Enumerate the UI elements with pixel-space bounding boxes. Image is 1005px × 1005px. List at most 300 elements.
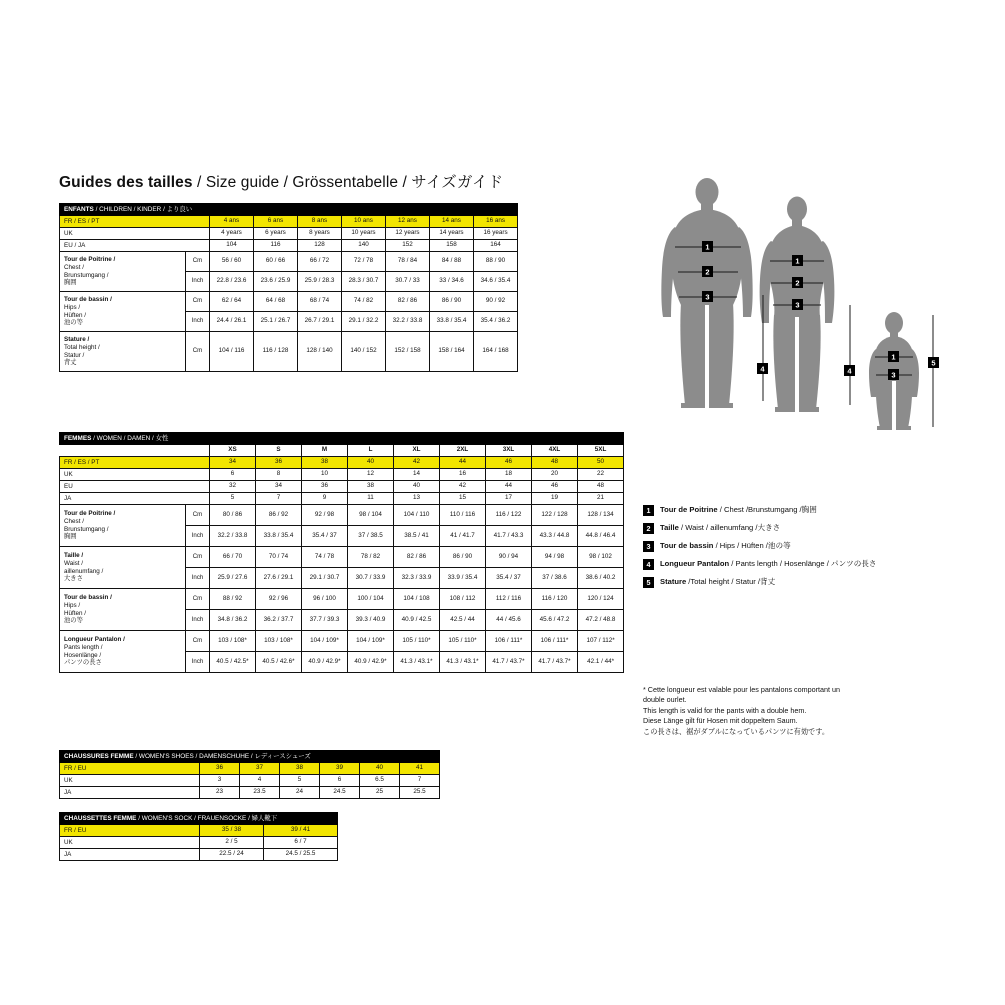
cell: 13 <box>394 493 440 505</box>
cell: 36 <box>302 481 348 493</box>
cell: 15 <box>440 493 486 505</box>
cell: 104 / 109* <box>302 631 348 652</box>
cell: 42 <box>394 457 440 469</box>
measure-row-pants-cm <box>60 631 624 652</box>
cell: 34 <box>256 481 302 493</box>
socks-header-bold: CHAUSSETTES FEMME <box>64 815 137 822</box>
cell: 140 / 152 <box>342 332 386 372</box>
cell: 116 / 122 <box>486 505 532 526</box>
cell: 6 / 7 <box>264 837 338 849</box>
row-label: JA <box>60 849 200 861</box>
cell: 116 <box>254 240 298 252</box>
cell: 112 / 116 <box>486 589 532 610</box>
cell: 21 <box>578 493 624 505</box>
cell: 25.9 / 28.3 <box>298 272 342 292</box>
legend-text <box>660 523 780 532</box>
cell: 35.4 / 37 <box>302 526 348 547</box>
cell: 72 / 78 <box>342 252 386 272</box>
size-label: 2XL <box>440 445 486 457</box>
cell: 44 <box>440 457 486 469</box>
cell: 60 / 66 <box>254 252 298 272</box>
cell: 32 <box>210 481 256 493</box>
unit-cm: Cm <box>186 252 210 272</box>
cell: 90 / 92 <box>474 292 518 312</box>
cell: 88 / 90 <box>474 252 518 272</box>
marker-1: 1 <box>705 242 710 252</box>
cell: 128 / 140 <box>298 332 342 372</box>
cell: 38.5 / 41 <box>394 526 440 547</box>
cell: 36.2 / 37.7 <box>256 610 302 631</box>
size-label: S <box>256 445 302 457</box>
cell: 35.4 / 36.2 <box>474 312 518 332</box>
cell: 11 <box>348 493 394 505</box>
women-shoes-table <box>59 750 440 799</box>
cell: 3 <box>200 775 240 787</box>
cell: 37 / 38.6 <box>532 568 578 589</box>
cell: 70 / 74 <box>256 547 302 568</box>
cell: 14 <box>394 469 440 481</box>
legend-term: Taille <box>660 523 679 532</box>
row-label: JA <box>60 493 210 505</box>
measure-label-hips: Tour de bassin / Hips / Hüften / 池の等 <box>60 589 186 631</box>
cell: 12 <box>348 469 394 481</box>
shoes-table-header <box>60 751 440 763</box>
cell: 23.6 / 25.9 <box>254 272 298 292</box>
socks-fr-label: FR / EU <box>60 825 200 837</box>
row-label: UK <box>60 837 200 849</box>
cell: 104 <box>210 240 254 252</box>
cell: 34.6 / 35.4 <box>474 272 518 292</box>
measure-label-pants-length: Longueur Pantalon / Pants length / Hosenlänge / パンツの長さ <box>60 631 186 673</box>
unit-inch: Inch <box>186 568 210 589</box>
cell: 41.3 / 43.1* <box>440 652 486 673</box>
cell: 64 / 68 <box>254 292 298 312</box>
marker-3: 3 <box>891 370 896 380</box>
cell: 39.3 / 40.9 <box>348 610 394 631</box>
women-size-label-row <box>60 445 624 457</box>
cell: 82 / 86 <box>386 292 430 312</box>
cell: 23 <box>200 787 240 799</box>
cell: 41.7 / 43.7* <box>486 652 532 673</box>
shoes-header-rest: / WOMEN'S SHOES / DAMENSCHUHE / レディースシューズ <box>133 753 311 760</box>
cell: 10 years <box>342 228 386 240</box>
cell: 44 / 45.6 <box>486 610 532 631</box>
cell: 40 <box>394 481 440 493</box>
cell: 12 years <box>386 228 430 240</box>
cell: 47.2 / 48.8 <box>578 610 624 631</box>
cell: 164 <box>474 240 518 252</box>
cell: 7 <box>400 775 440 787</box>
legend-translations: / Waist / aillenumfang /大きさ <box>678 523 781 532</box>
cell: 34 <box>210 457 256 469</box>
size-label: 3XL <box>486 445 532 457</box>
cell: 38 <box>302 457 348 469</box>
socks-header-rest: / WOMEN'S SOCK / FRAUENSOCKE / 婦人靴下 <box>136 815 278 822</box>
cell: 29.1 / 30.7 <box>302 568 348 589</box>
cell: 158 <box>430 240 474 252</box>
legend-item <box>643 505 993 516</box>
cell: 110 / 116 <box>440 505 486 526</box>
legend-translations: / Pants length / Hosenlänge / パンツの長さ <box>729 559 877 568</box>
cell: 25 <box>360 787 400 799</box>
cell: 94 / 98 <box>532 547 578 568</box>
cell: 33 / 34.6 <box>430 272 474 292</box>
cell: 43.3 / 44.8 <box>532 526 578 547</box>
cell: 44 <box>486 481 532 493</box>
row-label: EU / JA <box>60 240 210 252</box>
cell: 128 <box>298 240 342 252</box>
cell: 5 <box>280 775 320 787</box>
cell: 37 / 38.5 <box>348 526 394 547</box>
page-title-rest: / Size guide / Grössentabelle / サイズガイド <box>192 174 504 191</box>
legend-item <box>643 523 993 534</box>
size-label: 4XL <box>532 445 578 457</box>
socks-fr-size-row <box>60 825 338 837</box>
cell: 38.6 / 40.2 <box>578 568 624 589</box>
cell: 36 <box>200 763 240 775</box>
cell: 22.8 / 23.6 <box>210 272 254 292</box>
unit-inch: Inch <box>186 652 210 673</box>
legend-term: Tour de bassin <box>660 541 714 550</box>
size-label: XL <box>394 445 440 457</box>
cell: 33.8 / 35.4 <box>430 312 474 332</box>
cell: 24 <box>280 787 320 799</box>
marker-4: 4 <box>760 364 765 374</box>
children-fr-size: 14 ans <box>430 216 474 228</box>
legend-number: 4 <box>643 559 654 570</box>
cell: 128 / 134 <box>578 505 624 526</box>
size-label: XS <box>210 445 256 457</box>
cell: 103 / 108* <box>256 631 302 652</box>
row-label: UK <box>60 469 210 481</box>
women-fr-label: FR / ES / PT <box>60 457 210 469</box>
cell: 46 <box>532 481 578 493</box>
women-size-table <box>59 432 624 673</box>
cell: 25.5 <box>400 787 440 799</box>
children-fr-size: 12 ans <box>386 216 430 228</box>
measure-label-stature: Stature / Total height / Statur / 背丈 <box>60 332 186 372</box>
page-title-main: Guides des tailles <box>59 174 193 191</box>
cell: 74 / 82 <box>342 292 386 312</box>
footnote-line: この長さは、裾がダブルになっているパンツに有効です。 <box>643 726 830 736</box>
unit-cm: Cm <box>186 631 210 652</box>
cell: 25.1 / 26.7 <box>254 312 298 332</box>
legend-text <box>660 541 791 550</box>
cell: 37.7 / 39.3 <box>302 610 348 631</box>
women-header-rest: / WOMEN / DAMEN / 女性 <box>91 435 169 442</box>
socks-table-header <box>60 813 338 825</box>
marker-2: 2 <box>795 278 800 288</box>
cell: 30.7 / 33.9 <box>348 568 394 589</box>
cell: 39 <box>320 763 360 775</box>
cell: 104 / 116 <box>210 332 254 372</box>
cell: 38 <box>280 763 320 775</box>
cell: 78 / 84 <box>386 252 430 272</box>
cell: 10 <box>302 469 348 481</box>
cell: 6.5 <box>360 775 400 787</box>
children-fr-label: FR / ES / PT <box>60 216 210 228</box>
marker-4: 4 <box>847 366 852 376</box>
cell: 41 <box>400 763 440 775</box>
children-fr-size-row <box>60 216 518 228</box>
marker-3: 3 <box>795 300 800 310</box>
cell: 74 / 78 <box>302 547 348 568</box>
measure-row-chest-cm <box>60 252 518 272</box>
women-fr-size-row <box>60 457 624 469</box>
cell: 6 <box>210 469 256 481</box>
cell: 6 years <box>254 228 298 240</box>
page-title <box>59 170 503 192</box>
cell: 86 / 90 <box>430 292 474 312</box>
footnote-line: double ourlet. <box>643 695 687 705</box>
cell: 66 / 72 <box>298 252 342 272</box>
cell: 42.5 / 44 <box>440 610 486 631</box>
cell: 104 / 109* <box>348 631 394 652</box>
cell: 41.7 / 43.3 <box>486 526 532 547</box>
cell: 82 / 86 <box>394 547 440 568</box>
table-row <box>60 493 624 505</box>
cell: 104 / 110 <box>394 505 440 526</box>
unit-inch: Inch <box>186 272 210 292</box>
cell: 5 <box>210 493 256 505</box>
cell: 16 <box>440 469 486 481</box>
cell: 80 / 86 <box>210 505 256 526</box>
cell: 30.7 / 33 <box>386 272 430 292</box>
cell: 25.9 / 27.6 <box>210 568 256 589</box>
table-row <box>60 481 624 493</box>
cell: 35.4 / 37 <box>486 568 532 589</box>
legend-term: Longueur Pantalon <box>660 559 730 568</box>
table-row <box>60 775 440 787</box>
legend-number: 2 <box>643 523 654 534</box>
cell: 24.5 <box>320 787 360 799</box>
cell: 33.8 / 35.4 <box>256 526 302 547</box>
cell: 86 / 90 <box>440 547 486 568</box>
cell: 90 / 94 <box>486 547 532 568</box>
cell: 48 <box>578 481 624 493</box>
cell: 29.1 / 32.2 <box>342 312 386 332</box>
cell: 106 / 111* <box>486 631 532 652</box>
unit-cm: Cm <box>186 332 210 372</box>
size-label: M <box>302 445 348 457</box>
cell: 98 / 102 <box>578 547 624 568</box>
cell: 46 <box>486 457 532 469</box>
cell: 92 / 98 <box>302 505 348 526</box>
women-header-bold: FEMMES <box>64 435 92 442</box>
legend-translations: / Chest /Brunstumgang /胸囲 <box>717 505 817 514</box>
cell: 32.2 / 33.8 <box>210 526 256 547</box>
unit-cm: Cm <box>186 547 210 568</box>
cell: 8 <box>256 469 302 481</box>
cell: 26.7 / 29.1 <box>298 312 342 332</box>
cell: 152 / 158 <box>386 332 430 372</box>
table-row <box>60 849 338 861</box>
cell: 140 <box>342 240 386 252</box>
row-label: JA <box>60 787 200 799</box>
cell: 122 / 128 <box>532 505 578 526</box>
legend-text <box>660 505 817 514</box>
children-fr-size: 8 ans <box>298 216 342 228</box>
footnote <box>643 685 973 737</box>
legend-number: 3 <box>643 541 654 552</box>
table-row <box>60 228 518 240</box>
cell: 40.9 / 42.9* <box>302 652 348 673</box>
cell: 45.6 / 47.2 <box>532 610 578 631</box>
children-table-header <box>60 204 518 216</box>
cell: 108 / 112 <box>440 589 486 610</box>
women-table-header-row <box>60 433 624 445</box>
cell: 38 <box>348 481 394 493</box>
cell: 84 / 88 <box>430 252 474 272</box>
cell: 48 <box>532 457 578 469</box>
row-label: UK <box>60 775 200 787</box>
measure-label-chest: Tour de Poitrine / Chest / Brunstumgang / 胸囲 <box>60 505 186 547</box>
legend-item <box>643 577 993 588</box>
unit-inch: Inch <box>186 610 210 631</box>
unit-cm: Cm <box>186 589 210 610</box>
measure-row-chest-cm <box>60 505 624 526</box>
children-size-table <box>59 203 518 372</box>
socks-table-header-row <box>60 813 338 825</box>
cell: 20 <box>532 469 578 481</box>
legend-translations: /Total height / Statur /背丈 <box>686 577 776 586</box>
cell: 41.7 / 43.7* <box>532 652 578 673</box>
cell: 92 / 96 <box>256 589 302 610</box>
cell: 40 <box>348 457 394 469</box>
unit-cm: Cm <box>186 292 210 312</box>
cell: 18 <box>486 469 532 481</box>
cell: 17 <box>486 493 532 505</box>
legend-number: 5 <box>643 577 654 588</box>
legend-item <box>643 559 993 570</box>
children-fr-size: 10 ans <box>342 216 386 228</box>
cell: 107 / 112* <box>578 631 624 652</box>
measure-row-waist-cm <box>60 547 624 568</box>
marker-3: 3 <box>705 292 710 302</box>
cell: 7 <box>256 493 302 505</box>
cell: 16 years <box>474 228 518 240</box>
measure-row-hips-cm <box>60 292 518 312</box>
marker-2: 2 <box>705 267 710 277</box>
cell: 23.5 <box>240 787 280 799</box>
cell: 2 / 5 <box>200 837 264 849</box>
cell: 36 <box>256 457 302 469</box>
cell: 103 / 108* <box>210 631 256 652</box>
women-socks-table <box>59 812 338 861</box>
cell: 104 / 108 <box>394 589 440 610</box>
cell: 96 / 100 <box>302 589 348 610</box>
marker-5: 5 <box>931 358 936 368</box>
children-header-bold: ENFANTS <box>64 206 94 213</box>
cell: 22 <box>578 469 624 481</box>
measure-row-stature-cm <box>60 332 518 372</box>
cell: 24.5 / 25.5 <box>264 849 338 861</box>
cell: 106 / 111* <box>532 631 578 652</box>
cell: 41.3 / 43.1* <box>394 652 440 673</box>
cell: 98 / 104 <box>348 505 394 526</box>
figures-svg <box>645 175 975 475</box>
table-row <box>60 837 338 849</box>
cell: 8 years <box>298 228 342 240</box>
cell: 28.3 / 30.7 <box>342 272 386 292</box>
measure-label-chest: Tour de Poitrine / Chest / Brunstumgang / 胸囲 <box>60 252 186 292</box>
measurement-figures <box>645 175 975 475</box>
table-row <box>60 787 440 799</box>
cell: 39 / 41 <box>264 825 338 837</box>
legend-translations: / Hips / Hüften /池の等 <box>713 541 791 550</box>
cell: 33.9 / 35.4 <box>440 568 486 589</box>
children-fr-size: 16 ans <box>474 216 518 228</box>
cell: 35 / 38 <box>200 825 264 837</box>
table-row <box>60 240 518 252</box>
unit-cm: Cm <box>186 505 210 526</box>
legend-term: Stature <box>660 577 687 586</box>
shoes-fr-label: FR / EU <box>60 763 200 775</box>
cell: 56 / 60 <box>210 252 254 272</box>
cell: 44.8 / 46.4 <box>578 526 624 547</box>
cell: 41 / 41.7 <box>440 526 486 547</box>
cell: 4 years <box>210 228 254 240</box>
footnote-line: Diese Länge gilt für Hosen mit doppeltem Saum. <box>643 716 798 726</box>
children-header-rest: / CHILDREN / KINDER / より良い <box>93 206 193 213</box>
cell: 32.2 / 33.8 <box>386 312 430 332</box>
marker-1: 1 <box>795 256 800 266</box>
legend-text <box>660 577 775 586</box>
footnote-line: * Cette longueur est valable pour les pantalons comportant un <box>643 685 840 694</box>
cell: 164 / 168 <box>474 332 518 372</box>
cell: 40.9 / 42.9* <box>348 652 394 673</box>
row-label: EU <box>60 481 210 493</box>
legend-item <box>643 541 993 552</box>
cell: 78 / 82 <box>348 547 394 568</box>
children-fr-size: 6 ans <box>254 216 298 228</box>
cell: 40.9 / 42.5 <box>394 610 440 631</box>
children-fr-size: 4 ans <box>210 216 254 228</box>
table-row <box>60 469 624 481</box>
cell: 42.1 / 44* <box>578 652 624 673</box>
cell: 19 <box>532 493 578 505</box>
legend-text <box>660 559 877 568</box>
shoes-fr-size-row <box>60 763 440 775</box>
cell: 116 / 128 <box>254 332 298 372</box>
cell: 14 years <box>430 228 474 240</box>
cell: 40 <box>360 763 400 775</box>
footnote-line: This length is valid for the pants with a double hem. <box>643 705 807 715</box>
women-table-header <box>60 433 624 445</box>
cell: 42 <box>440 481 486 493</box>
measure-row-hips-cm <box>60 589 624 610</box>
cell: 50 <box>578 457 624 469</box>
cell: 86 / 92 <box>256 505 302 526</box>
legend-number: 1 <box>643 505 654 516</box>
size-label: 5XL <box>578 445 624 457</box>
row-label: UK <box>60 228 210 240</box>
measure-label-waist: Taille / Waist / aillenumfang / 大きさ <box>60 547 186 589</box>
cell: 68 / 74 <box>298 292 342 312</box>
cell: 158 / 164 <box>430 332 474 372</box>
cell: 32.3 / 33.9 <box>394 568 440 589</box>
cell: 6 <box>320 775 360 787</box>
cell: 40.5 / 42.6* <box>256 652 302 673</box>
legend-term: Tour de Poitrine <box>660 505 718 514</box>
cell: 66 / 70 <box>210 547 256 568</box>
cell: 27.6 / 29.1 <box>256 568 302 589</box>
cell: 116 / 120 <box>532 589 578 610</box>
cell: 4 <box>240 775 280 787</box>
shoes-table-header-row <box>60 751 440 763</box>
cell: 9 <box>302 493 348 505</box>
cell: 24.4 / 26.1 <box>210 312 254 332</box>
